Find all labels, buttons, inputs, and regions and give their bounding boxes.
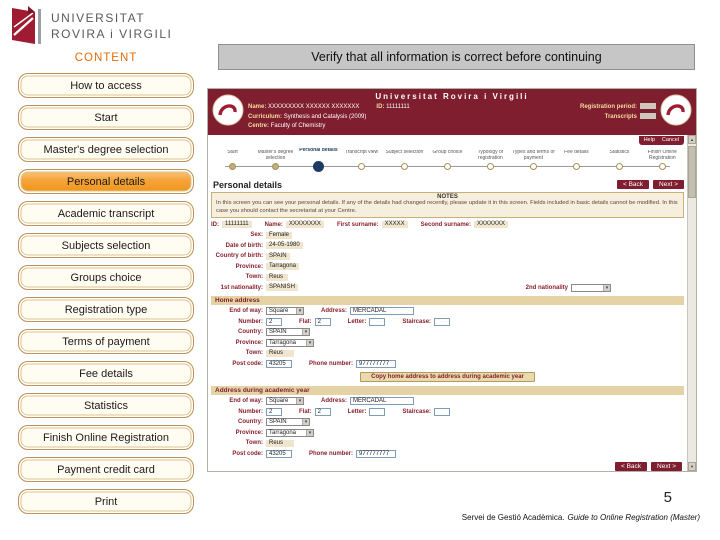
country-birth-value: SPAIN [266,253,290,260]
logo-line2: ROVIRA i VIRGILI [51,27,173,41]
flat-input[interactable]: 2 [315,318,331,326]
sidebar-item[interactable] [18,393,194,418]
dob-value: 24-05-1980 [266,242,303,249]
progress-step[interactable] [340,147,383,176]
transcripts-box [640,113,656,119]
number-input[interactable]: 2 [266,408,282,416]
page-number: 5 [663,489,672,506]
header-centre-value: Faculty of Chemistry [270,123,326,130]
progress-step[interactable] [469,147,512,176]
end-of-way-select[interactable] [266,307,304,315]
sidebar-item-label: Start [94,111,118,124]
logo-line1: UNIVERSITAT [51,10,146,25]
form-row [211,449,684,458]
sidebar-item-label: Terms of payment [62,335,150,348]
sidebar-item-label: Subjects selection [61,239,151,252]
progress-step[interactable] [254,147,297,176]
header-name-value: XXXXXXXXX XXXXXX XXXXXXX [268,104,360,110]
header-centre-label: Centre: [248,123,270,130]
progress-step[interactable] [383,147,426,176]
province-label: Province: [235,339,263,346]
province-label: Province: [235,429,263,436]
progress-step-label: Statistics [609,150,630,155]
dob-label: Date of birth: [225,242,263,249]
progress-step-dot [313,161,324,172]
instruction-text: Verify that all information is correct before continuing [311,50,602,64]
end-of-way-select[interactable] [266,397,304,405]
town-label: Town: [245,350,263,357]
country-label: Country: [238,419,263,426]
page-title: Personal details [213,179,283,190]
phone-input[interactable]: 977777777 [356,360,396,368]
sidebar-item[interactable] [18,489,194,514]
progress-step-label: Master's degree selection [257,150,294,161]
dropdown-arrow-icon: ▾ [306,430,313,436]
sidebar-item[interactable] [18,329,194,354]
app-header-center [244,91,660,132]
province-value: Tarragona [266,263,299,270]
number-input[interactable]: 2 [266,318,282,326]
end-of-way-value: Square [269,398,289,405]
sidebar-item[interactable] [18,233,194,258]
form-row [211,307,684,316]
form-row [211,349,684,358]
sidebar-items [18,73,194,514]
form-row [211,418,684,427]
town-value: Reus [266,350,294,357]
country-select[interactable] [266,418,310,426]
staircase-label: Staircase: [402,318,432,325]
progress-step-dot [616,163,623,170]
sidebar [18,52,194,521]
dropdown-arrow-icon: ▾ [603,285,610,291]
registration-period-row [580,103,656,113]
sidebar-item[interactable] [18,73,194,98]
bottom-nav-row [211,460,684,474]
address-input[interactable]: MERCADAL [350,307,414,315]
name-value: XXXXXXXX [286,221,324,228]
second-nationality-label: 2nd nationality [525,284,568,291]
sidebar-item[interactable] [18,457,194,482]
second-nationality-select[interactable] [571,284,611,292]
header-curriculum-label: Curriculum: [248,113,283,120]
academic-year-address-header: Address during academic year [211,386,684,395]
form-row [211,338,684,347]
nationality-row [211,283,684,292]
progress-step-dot [229,163,236,170]
country-value: SPAIN [269,419,287,426]
form-row [211,439,684,448]
scroll-up-icon[interactable]: ▲ [688,135,696,144]
postcode-input[interactable]: 43205 [266,360,292,368]
progress-step-dot [530,163,537,170]
home-address-section [211,294,684,370]
sidebar-item-label: Master's degree selection [43,143,169,156]
sidebar-item[interactable] [18,201,194,226]
end-of-way-label: End of way: [229,308,263,315]
sidebar-item-label: Groups choice [70,271,142,284]
sidebar-item[interactable] [18,169,194,194]
number-label: Number: [238,408,263,415]
town-label: Town: [245,274,263,281]
id-value: 11111111 [222,221,252,228]
staircase-input[interactable] [434,408,450,416]
academic-year-address-section [211,384,684,460]
town-birth-row [211,273,684,282]
address-label: Address: [321,308,348,315]
sidebar-item-label: Academic transcript [57,207,155,220]
progress-step-label: Transcript view [344,150,379,155]
sidebar-item-label: Fee details [79,367,133,380]
dropdown-arrow-icon: ▾ [296,398,303,404]
postcode-label: Post code: [232,360,263,367]
town-label: Town: [245,440,263,447]
home-address-header: Home address [211,296,684,305]
form-row [211,407,684,416]
progress-step-dot [358,163,365,170]
province-value: Tarragona [269,429,297,436]
urv-round-logo-right-icon [660,94,692,126]
header-id-label: ID: [376,104,385,110]
dropdown-arrow-icon: ▾ [302,329,309,335]
progress-step-dot [573,163,580,170]
letter-label: Letter: [347,318,367,325]
help-cancel-tab [639,136,684,145]
header-name-label: Name: [248,104,267,110]
first-nationality-value: SPANISH [266,284,298,291]
progress-step-label: Typology of registration [477,150,504,161]
app-header [208,89,696,135]
sidebar-item[interactable] [18,137,194,162]
number-label: Number: [238,318,263,325]
progress-step-dot [659,163,666,170]
letter-input[interactable] [369,318,385,326]
province-value: Tarragona [269,339,297,346]
sidebar-title: CONTENT [74,52,138,64]
form-row [211,428,684,437]
credit-org: Servei de Gestió Acadèmica. [461,513,565,522]
header-name-row [248,103,366,113]
address-label: Address: [321,398,348,405]
town-value: Reus [266,274,288,281]
header-id-row [376,103,409,132]
progress-step[interactable] [426,147,469,176]
scrollbar-thumb[interactable] [688,146,696,198]
address-input[interactable]: MERCADAL [350,397,414,405]
logo-text [51,10,172,42]
staircase-label: Staircase: [402,408,432,415]
progress-step-label: Personal details [299,148,338,153]
province-label: Province: [235,263,263,270]
letter-input[interactable] [369,408,385,416]
urv-logo [10,5,172,47]
progress-step-dot [401,163,408,170]
header-fields-left [248,103,366,132]
sidebar-item[interactable] [18,105,194,130]
notes-text: In this screen you can see your personal details. If any of the details had changed recently, please update it in this screen. Fields included in basic details cannot be modified. In this case you should contact the secretariat at your Centre. [216,200,678,214]
flat-label: Flat: [299,408,312,415]
progress-step[interactable] [297,147,340,176]
country-birth-label: Country of birth: [215,253,263,260]
sidebar-item[interactable] [18,361,194,386]
transcripts-row [580,113,656,123]
second-surname-value: XXXXXXX [474,221,508,228]
registration-period-label: Registration period: [579,104,637,110]
notes-title: NOTES [437,194,458,200]
progress-step[interactable] [641,147,684,176]
header-centre-row [248,122,366,132]
title-row [211,178,684,191]
form-row [211,359,684,368]
form-row [211,317,684,326]
progress-step-label: Start [227,150,238,155]
app-body [211,147,684,471]
help-button[interactable]: Help [643,137,655,143]
app-university-title: Universitat Rovira i Virgili [375,92,529,101]
progress-step[interactable] [512,147,555,176]
header-curriculum-row [248,113,366,123]
sidebar-item-label: Payment credit card [57,463,155,476]
country-birth-row [211,252,684,261]
progress-step[interactable] [598,147,641,176]
second-nationality-value [572,285,603,291]
progress-step[interactable] [211,147,254,176]
end-of-way-label: End of way: [229,398,263,405]
sidebar-item[interactable] [18,297,194,322]
next-button-bottom[interactable]: Next > [651,462,682,471]
staircase-input[interactable] [434,318,450,326]
flat-input[interactable]: 2 [315,408,331,416]
country-value: SPAIN [269,329,287,336]
sidebar-item-label: Finish Online Registration [43,431,169,444]
dropdown-arrow-icon: ▾ [306,340,313,346]
id-label: ID: [211,221,219,228]
identity-row [211,220,684,229]
header-fields-right [580,103,656,132]
scroll-down-icon[interactable]: ▼ [688,462,696,471]
scrollbar[interactable] [687,135,696,471]
registration-period-box [640,103,656,109]
sidebar-item[interactable] [18,425,194,450]
country-label: Country: [238,329,263,336]
progress-step-label: Finish Online Registration [647,150,677,161]
second-surname-label: Second surname: [420,221,471,228]
sidebar-item-label: How to access [70,79,142,92]
sex-label: Sex: [250,232,263,239]
dob-row [211,241,684,250]
province-select[interactable] [266,429,314,437]
progress-step-label: Subject selection [385,150,424,155]
progress-step-label: Fee details [564,150,589,155]
app-header-fields [248,103,656,132]
back-button[interactable]: < Back [617,180,649,189]
progress-step-label: Group choice [432,150,463,155]
cancel-button[interactable]: Cancel [661,137,679,143]
header-id-value: 11111111 [386,104,410,110]
urv-round-logo-icon [212,94,244,126]
progress-step-dot [272,163,279,170]
progress-step[interactable] [555,147,598,176]
first-nationality-label: 1st nationality: [220,284,263,291]
flat-label: Flat: [299,318,312,325]
end-of-way-value: Square [269,308,289,315]
sidebar-item[interactable] [18,265,194,290]
sex-value: Female [266,232,292,239]
phone-label: Phone number: [309,450,354,457]
postcode-label: Post code: [232,450,263,457]
credits [462,513,700,522]
next-button[interactable]: Next > [653,180,684,189]
postcode-input[interactable]: 43205 [266,450,292,458]
name-label: Name: [264,221,283,228]
first-surname-value: XXXXX [382,221,408,228]
sidebar-item-label: Print [94,495,118,508]
header-curriculum-value: Synthesis and Catalysis (2009) [283,113,367,120]
first-surname-label: First surname: [336,221,379,228]
progress-step-label: Types and terms of payment [512,150,555,161]
progress-steps [211,147,684,176]
copy-address-button[interactable]: Copy home address to address during academic year [360,372,535,382]
sidebar-item-label: Personal details [66,175,146,188]
province-birth-row [211,262,684,271]
notes-box [211,192,684,218]
registration-app-screenshot [207,88,697,472]
phone-input[interactable]: 977777777 [356,450,396,458]
instruction-box [218,44,695,70]
letter-label: Letter: [347,408,367,415]
form-row [211,328,684,337]
country-select[interactable] [266,328,310,336]
transcripts-label: Transcripts [604,113,637,120]
progress-step-dot [444,163,451,170]
town-value: Reus [266,440,294,447]
credit-title: Guide to Online Registration (Master) [567,513,700,522]
sex-row [211,231,684,240]
urv-emblem-icon [10,5,44,47]
dropdown-arrow-icon: ▾ [302,419,309,425]
phone-label: Phone number: [309,360,354,367]
progress-step-dot [487,163,494,170]
dropdown-arrow-icon: ▾ [296,308,303,314]
sidebar-item-label: Registration type [64,303,148,316]
province-select[interactable] [266,339,314,347]
form-row [211,397,684,406]
back-button-bottom[interactable]: < Back [615,462,647,471]
sidebar-item-label: Statistics [83,399,128,412]
